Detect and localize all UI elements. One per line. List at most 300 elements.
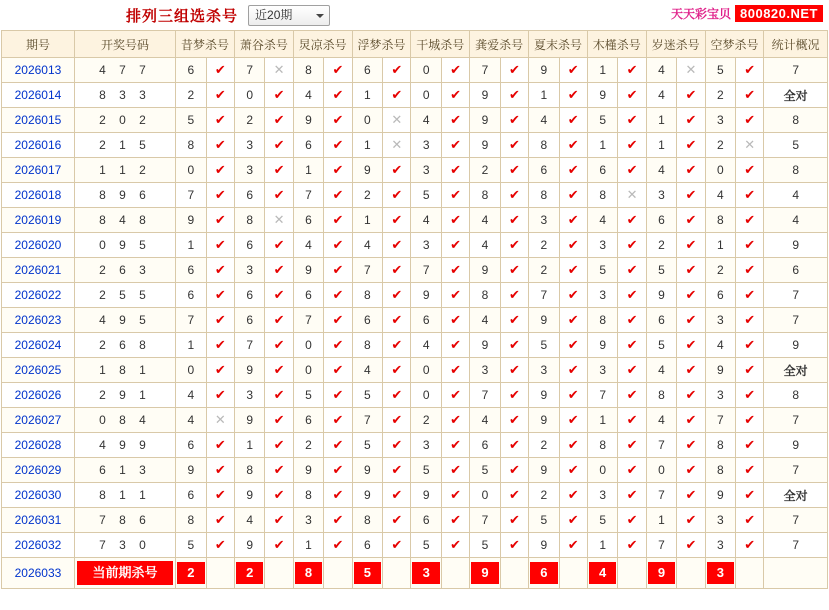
hit-check-icon [265, 433, 293, 458]
hit-check-icon [559, 508, 587, 533]
hit-check-icon [441, 208, 469, 233]
check-icon: ✔ [685, 162, 697, 177]
cell-kill-number-6: 2 [470, 158, 501, 183]
check-icon: ✔ [214, 462, 226, 477]
col-expert-5: 干城杀号 [411, 31, 470, 58]
cell-draw-code: 0 9 5 [74, 233, 175, 258]
check-icon: ✔ [273, 437, 285, 452]
cell-issue[interactable]: 2026020 [2, 233, 75, 258]
cell-kill-number-2: 9 [234, 358, 265, 383]
hit-check-icon [206, 333, 234, 358]
hit-check-icon [736, 283, 764, 308]
hit-check-icon [206, 508, 234, 533]
check-icon: ✔ [214, 387, 226, 402]
hit-check-icon [383, 458, 411, 483]
check-icon: ✔ [391, 487, 403, 502]
hit-check-icon [441, 458, 469, 483]
hit-check-icon [265, 258, 293, 283]
check-icon: ✔ [508, 312, 520, 327]
check-icon: ✔ [214, 262, 226, 277]
current-kill-number: 9 [471, 562, 499, 584]
hit-check-icon [559, 58, 587, 83]
hit-check-icon [559, 283, 587, 308]
check-icon: ✔ [273, 287, 285, 302]
hit-check-icon [736, 333, 764, 358]
check-icon: ✔ [626, 512, 638, 527]
cell-draw-code: 7 8 6 [74, 508, 175, 533]
check-icon: ✔ [567, 112, 579, 127]
hit-check-icon [206, 208, 234, 233]
hit-check-icon [324, 433, 352, 458]
cell-kill-number-7: 1 [529, 83, 560, 108]
hit-check-icon [206, 108, 234, 133]
cell-kill-number-7: 8 [529, 133, 560, 158]
hit-check-icon [677, 433, 705, 458]
cell-kill-number-2: 7 [234, 333, 265, 358]
table-row [2, 83, 828, 108]
check-icon: ✔ [626, 237, 638, 252]
hit-check-icon [324, 258, 352, 283]
hit-check-icon [618, 383, 646, 408]
check-icon: ✔ [391, 362, 403, 377]
cell-issue[interactable]: 2026026 [2, 383, 75, 408]
cell-current-blank-9 [677, 558, 705, 589]
hit-check-icon [265, 233, 293, 258]
check-icon: ✔ [273, 87, 285, 102]
miss-cross-icon [206, 408, 234, 433]
cell-current-issue[interactable]: 2026033 [2, 558, 75, 589]
cell-issue[interactable]: 2026032 [2, 533, 75, 558]
period-filter-select[interactable] [248, 5, 330, 26]
hit-check-icon [265, 383, 293, 408]
cell-kill-number-7: 9 [529, 533, 560, 558]
hit-check-icon [736, 183, 764, 208]
hit-check-icon [441, 333, 469, 358]
cell-kill-number-8: 3 [587, 283, 618, 308]
cell-kill-number-10: 2 [705, 83, 736, 108]
cell-kill-number-6: 5 [470, 458, 501, 483]
hit-check-icon [500, 208, 528, 233]
hit-check-icon [559, 208, 587, 233]
cell-stat: 8 [764, 158, 828, 183]
cell-kill-number-8: 8 [587, 183, 618, 208]
hit-check-icon [677, 533, 705, 558]
hit-check-icon [736, 58, 764, 83]
check-icon: ✔ [685, 412, 697, 427]
check-icon: ✔ [685, 137, 697, 152]
col-expert-3: 炅凉杀号 [293, 31, 352, 58]
check-icon: ✔ [450, 237, 462, 252]
hit-check-icon [559, 83, 587, 108]
hit-check-icon [736, 233, 764, 258]
hit-check-icon [324, 333, 352, 358]
cell-kill-number-6: 9 [470, 108, 501, 133]
cell-kill-number-4: 5 [352, 383, 383, 408]
hit-check-icon [383, 208, 411, 233]
check-icon: ✔ [391, 312, 403, 327]
cell-current-blank-5 [441, 558, 469, 589]
hit-check-icon [677, 333, 705, 358]
cell-kill-number-10: 3 [705, 533, 736, 558]
hit-check-icon [559, 358, 587, 383]
cross-icon: ✕ [273, 62, 285, 77]
table-row [2, 383, 828, 408]
hit-check-icon [383, 308, 411, 333]
cell-kill-number-5: 5 [411, 458, 442, 483]
cell-kill-number-7: 5 [529, 333, 560, 358]
cell-draw-code: 0 8 4 [74, 408, 175, 433]
check-icon: ✔ [626, 537, 638, 552]
check-icon: ✔ [214, 112, 226, 127]
hit-check-icon [324, 158, 352, 183]
cell-current-stat [764, 558, 828, 589]
cell-kill-number-4: 8 [352, 283, 383, 308]
check-icon: ✔ [744, 412, 756, 427]
cell-issue[interactable]: 2026018 [2, 183, 75, 208]
cell-kill-number-1: 6 [176, 258, 207, 283]
check-icon: ✔ [744, 512, 756, 527]
check-icon: ✔ [626, 437, 638, 452]
hit-check-icon [559, 383, 587, 408]
cell-current-kill-3 [293, 558, 324, 589]
hit-check-icon [441, 58, 469, 83]
hit-check-icon [206, 133, 234, 158]
hit-check-icon [206, 433, 234, 458]
check-icon: ✔ [744, 487, 756, 502]
check-icon: ✔ [332, 512, 344, 527]
cell-draw-code: 8 9 6 [74, 183, 175, 208]
hit-check-icon [677, 508, 705, 533]
hit-check-icon [206, 183, 234, 208]
status-badge: 全对 [764, 358, 828, 383]
cell-kill-number-3: 1 [293, 533, 324, 558]
check-icon: ✔ [332, 437, 344, 452]
check-icon: ✔ [391, 337, 403, 352]
hit-check-icon [618, 308, 646, 333]
check-icon: ✔ [332, 262, 344, 277]
check-icon: ✔ [214, 362, 226, 377]
check-icon: ✔ [744, 262, 756, 277]
check-icon: ✔ [567, 487, 579, 502]
check-icon: ✔ [450, 262, 462, 277]
current-kill-number: 8 [295, 562, 323, 584]
cell-issue[interactable]: 2026030 [2, 483, 75, 508]
hit-check-icon [618, 258, 646, 283]
cell-current-kill-4 [352, 558, 383, 589]
cell-issue[interactable]: 2026025 [2, 358, 75, 383]
cell-issue[interactable]: 2026013 [2, 58, 75, 83]
check-icon: ✔ [508, 212, 520, 227]
check-icon: ✔ [332, 87, 344, 102]
hit-check-icon [265, 483, 293, 508]
cell-kill-number-2: 6 [234, 233, 265, 258]
cell-kill-number-5: 3 [411, 133, 442, 158]
check-icon: ✔ [450, 537, 462, 552]
col-expert-4: 浮梦杀号 [352, 31, 411, 58]
hit-check-icon [441, 308, 469, 333]
check-icon: ✔ [508, 237, 520, 252]
table-row [2, 533, 828, 558]
cross-icon: ✕ [391, 112, 403, 127]
hit-check-icon [677, 258, 705, 283]
cell-kill-number-1: 2 [176, 83, 207, 108]
cell-issue[interactable]: 2026027 [2, 408, 75, 433]
hit-check-icon [500, 408, 528, 433]
check-icon: ✔ [391, 162, 403, 177]
check-icon: ✔ [273, 362, 285, 377]
cell-kill-number-4: 7 [352, 258, 383, 283]
cell-kill-number-5: 0 [411, 83, 442, 108]
hit-check-icon [618, 358, 646, 383]
cell-kill-number-1: 0 [176, 158, 207, 183]
hit-check-icon [383, 58, 411, 83]
hit-check-icon [677, 283, 705, 308]
check-icon: ✔ [273, 237, 285, 252]
current-kill-number: 6 [530, 562, 558, 584]
hit-check-icon [618, 233, 646, 258]
cross-icon: ✕ [685, 62, 697, 77]
hit-check-icon [265, 83, 293, 108]
hit-check-icon [441, 533, 469, 558]
cell-kill-number-10: 4 [705, 183, 736, 208]
hit-check-icon [736, 408, 764, 433]
check-icon: ✔ [744, 437, 756, 452]
cell-issue[interactable]: 2026029 [2, 458, 75, 483]
check-icon: ✔ [332, 237, 344, 252]
hit-check-icon [265, 183, 293, 208]
cell-kill-number-7: 9 [529, 58, 560, 83]
cell-current-blank-7 [559, 558, 587, 589]
hit-check-icon [324, 133, 352, 158]
hit-check-icon [324, 208, 352, 233]
check-icon: ✔ [214, 337, 226, 352]
cell-kill-number-9: 6 [646, 208, 677, 233]
check-icon: ✔ [685, 512, 697, 527]
cell-kill-number-8: 3 [587, 233, 618, 258]
hit-check-icon [500, 533, 528, 558]
cell-kill-number-7: 8 [529, 183, 560, 208]
check-icon: ✔ [508, 287, 520, 302]
hit-check-icon [736, 433, 764, 458]
check-icon: ✔ [567, 362, 579, 377]
hit-check-icon [383, 483, 411, 508]
current-kill-number: 5 [354, 562, 382, 584]
hit-check-icon [736, 358, 764, 383]
cell-current-blank-3 [324, 558, 352, 589]
cell-kill-number-4: 2 [352, 183, 383, 208]
cell-draw-code: 7 3 0 [74, 533, 175, 558]
hit-check-icon [206, 308, 234, 333]
check-icon: ✔ [685, 312, 697, 327]
check-icon: ✔ [332, 337, 344, 352]
table-header-row [2, 31, 828, 58]
hit-check-icon [441, 433, 469, 458]
hit-check-icon [618, 533, 646, 558]
cell-kill-number-2: 7 [234, 58, 265, 83]
check-icon: ✔ [567, 212, 579, 227]
check-icon: ✔ [508, 162, 520, 177]
col-draw-code: 开奖号码 [74, 31, 175, 58]
cell-kill-number-8: 1 [587, 408, 618, 433]
hit-check-icon [265, 308, 293, 333]
cell-issue[interactable]: 2026022 [2, 283, 75, 308]
cell-kill-number-1: 1 [176, 233, 207, 258]
cell-issue[interactable]: 2026017 [2, 158, 75, 183]
cell-issue[interactable]: 2026014 [2, 83, 75, 108]
cell-current-kill-6 [470, 558, 501, 589]
cell-draw-code: 8 1 1 [74, 483, 175, 508]
check-icon: ✔ [450, 212, 462, 227]
cell-kill-number-1: 4 [176, 383, 207, 408]
col-expert-9: 岁迷杀号 [646, 31, 705, 58]
hit-check-icon [559, 333, 587, 358]
table-row [2, 158, 828, 183]
hit-check-icon [441, 483, 469, 508]
check-icon: ✔ [273, 262, 285, 277]
cell-kill-number-3: 6 [293, 133, 324, 158]
cell-issue[interactable]: 2026016 [2, 133, 75, 158]
status-badge: 全对 [764, 83, 828, 108]
hit-check-icon [677, 308, 705, 333]
cell-kill-number-1: 6 [176, 483, 207, 508]
hit-check-icon [736, 383, 764, 408]
cell-current-blank-8 [618, 558, 646, 589]
check-icon: ✔ [332, 487, 344, 502]
hit-check-icon [500, 283, 528, 308]
cell-kill-number-1: 0 [176, 358, 207, 383]
page-title: 排列三组选杀号 [126, 7, 239, 25]
check-icon: ✔ [332, 62, 344, 77]
hit-check-icon [500, 133, 528, 158]
miss-cross-icon [618, 183, 646, 208]
table-body [2, 58, 828, 589]
hit-check-icon [677, 183, 705, 208]
check-icon: ✔ [332, 537, 344, 552]
hit-check-icon [559, 308, 587, 333]
miss-cross-icon [265, 58, 293, 83]
hit-check-icon [500, 258, 528, 283]
cell-issue[interactable]: 2026031 [2, 508, 75, 533]
check-icon: ✔ [332, 412, 344, 427]
hit-check-icon [500, 383, 528, 408]
cell-kill-number-1: 4 [176, 408, 207, 433]
cell-kill-number-5: 3 [411, 233, 442, 258]
cell-kill-number-9: 4 [646, 58, 677, 83]
status-badge: 全对 [764, 483, 828, 508]
cell-issue[interactable]: 2026024 [2, 333, 75, 358]
cell-draw-code: 2 6 3 [74, 258, 175, 283]
hit-check-icon [736, 108, 764, 133]
check-icon: ✔ [685, 337, 697, 352]
check-icon: ✔ [391, 212, 403, 227]
cell-kill-number-9: 7 [646, 483, 677, 508]
cell-kill-number-6: 5 [470, 533, 501, 558]
cell-kill-number-9: 4 [646, 408, 677, 433]
cell-kill-number-5: 9 [411, 283, 442, 308]
cell-kill-number-2: 6 [234, 183, 265, 208]
check-icon: ✔ [508, 387, 520, 402]
check-icon: ✔ [391, 62, 403, 77]
cell-kill-number-4: 6 [352, 308, 383, 333]
check-icon: ✔ [391, 187, 403, 202]
check-icon: ✔ [508, 262, 520, 277]
check-icon: ✔ [450, 362, 462, 377]
cell-issue[interactable]: 2026028 [2, 433, 75, 458]
hit-check-icon [500, 333, 528, 358]
cell-kill-number-8: 9 [587, 83, 618, 108]
cell-kill-number-6: 4 [470, 308, 501, 333]
check-icon: ✔ [626, 162, 638, 177]
cell-kill-number-5: 3 [411, 158, 442, 183]
cell-issue[interactable]: 2026015 [2, 108, 75, 133]
check-icon: ✔ [450, 337, 462, 352]
cell-issue[interactable]: 2026019 [2, 208, 75, 233]
cell-stat: 5 [764, 133, 828, 158]
hit-check-icon [441, 133, 469, 158]
col-expert-1: 昔梦杀号 [176, 31, 235, 58]
cell-kill-number-10: 0 [705, 158, 736, 183]
brand-url: 800820.NET [735, 5, 823, 22]
hit-check-icon [500, 433, 528, 458]
cell-kill-number-9: 4 [646, 83, 677, 108]
cell-kill-number-10: 5 [705, 58, 736, 83]
hit-check-icon [265, 283, 293, 308]
check-icon: ✔ [567, 337, 579, 352]
cell-issue[interactable]: 2026023 [2, 308, 75, 333]
check-icon: ✔ [450, 162, 462, 177]
cell-kill-number-5: 9 [411, 483, 442, 508]
cell-kill-number-5: 6 [411, 308, 442, 333]
cell-current-blank-1 [206, 558, 234, 589]
check-icon: ✔ [450, 312, 462, 327]
hit-check-icon [383, 83, 411, 108]
hit-check-icon [500, 308, 528, 333]
cell-kill-number-5: 4 [411, 333, 442, 358]
check-icon: ✔ [450, 137, 462, 152]
cell-kill-number-2: 9 [234, 483, 265, 508]
cell-kill-number-4: 6 [352, 58, 383, 83]
cell-kill-number-6: 4 [470, 233, 501, 258]
cell-issue[interactable]: 2026021 [2, 258, 75, 283]
hit-check-icon [324, 108, 352, 133]
current-kill-number: 3 [707, 562, 735, 584]
hit-check-icon [736, 483, 764, 508]
check-icon: ✔ [567, 87, 579, 102]
cell-current-kill-7 [529, 558, 560, 589]
check-icon: ✔ [332, 162, 344, 177]
hit-check-icon [383, 158, 411, 183]
cell-kill-number-2: 6 [234, 283, 265, 308]
check-icon: ✔ [332, 287, 344, 302]
check-icon: ✔ [685, 537, 697, 552]
cell-kill-number-7: 9 [529, 458, 560, 483]
check-icon: ✔ [273, 487, 285, 502]
current-kill-number: 9 [648, 562, 676, 584]
cell-kill-number-9: 2 [646, 233, 677, 258]
cell-draw-code: 2 5 5 [74, 283, 175, 308]
brand-area [671, 5, 823, 22]
cell-kill-number-8: 5 [587, 258, 618, 283]
cell-kill-number-5: 0 [411, 358, 442, 383]
cross-icon: ✕ [214, 412, 226, 427]
miss-cross-icon [677, 58, 705, 83]
check-icon: ✔ [332, 212, 344, 227]
cell-kill-number-9: 4 [646, 158, 677, 183]
table-row [2, 508, 828, 533]
hit-check-icon [206, 158, 234, 183]
cell-kill-number-8: 1 [587, 533, 618, 558]
check-icon: ✔ [626, 387, 638, 402]
